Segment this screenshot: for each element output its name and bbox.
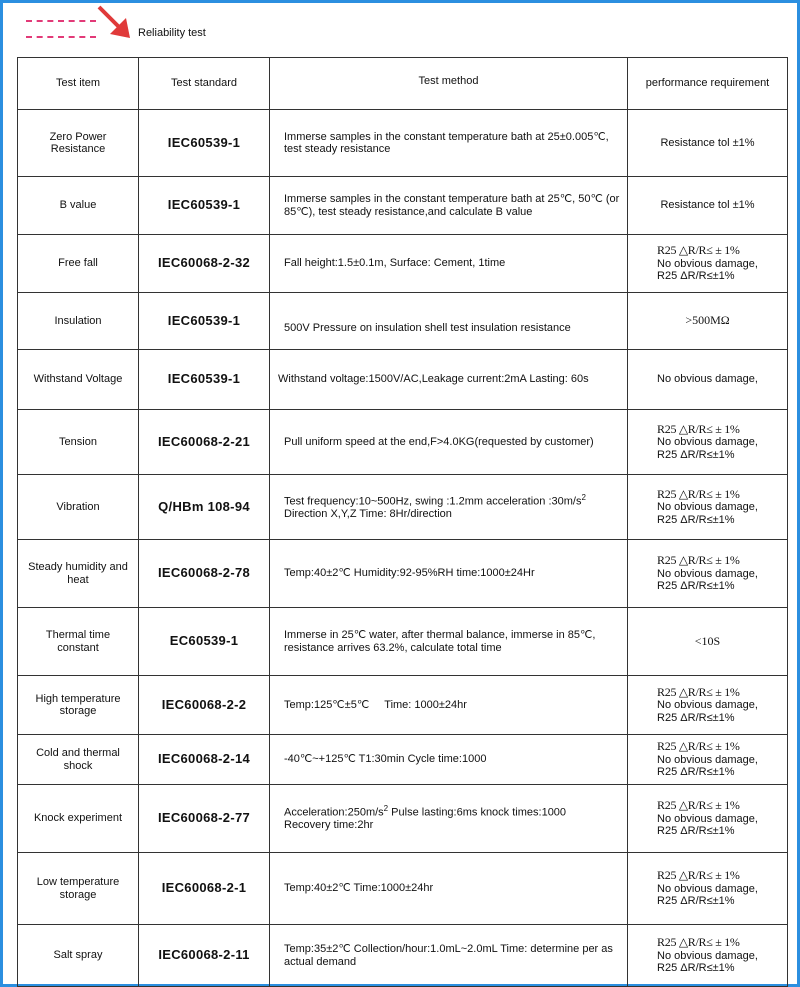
table-row	[18, 110, 788, 177]
perf-line: R25 △R/R≤ ± 1%	[657, 739, 740, 754]
table-row	[18, 410, 788, 475]
performance-requirement	[628, 540, 788, 608]
performance-requirement	[628, 475, 788, 540]
test-item: Zero Power Resistance	[18, 110, 139, 177]
perf-line: R25 ΔR/R≤±1%	[657, 825, 735, 838]
test-item: Withstand Voltage	[18, 350, 139, 410]
performance-requirement: >500MΩ	[628, 293, 788, 350]
method-text: Direction X,Y,Z Time: 8Hr/direction	[284, 507, 452, 520]
perf-line: R25 △R/R≤ ± 1%	[657, 868, 740, 883]
test-method: Withstand voltage:1500V/AC,Leakage current:2mA Lasting: 60s	[270, 350, 628, 410]
perf-line: R25 ΔR/R≤±1%	[657, 580, 735, 593]
test-standard: IEC60068-2-21	[139, 410, 270, 475]
reliability-test-table	[17, 57, 788, 987]
perf-line: No obvious damage,	[657, 257, 758, 270]
superscript: 2	[383, 804, 389, 814]
performance-requirement	[628, 676, 788, 735]
superscript: 2	[581, 492, 586, 502]
test-item: Insulation	[18, 293, 139, 350]
performance-requirement	[628, 785, 788, 853]
test-item: Salt spray	[18, 925, 139, 987]
test-method: Temp:40±2℃ Humidity:92-95%RH time:1000±24Hr	[270, 540, 628, 608]
perf-line: No obvious damage,	[657, 567, 758, 580]
test-item: Thermal time constant	[18, 608, 139, 676]
method-text: Recovery time:2hr	[284, 819, 374, 832]
arrow-icon	[96, 4, 136, 44]
table-row	[18, 853, 788, 925]
test-item: Free fall	[18, 235, 139, 293]
section-header	[0, 0, 800, 50]
table-row	[18, 177, 788, 235]
test-method: Fall height:1.5±0.1m, Surface: Cement, 1time	[270, 235, 628, 293]
test-item: Knock experiment	[18, 785, 139, 853]
test-standard: IEC60068-2-11	[139, 925, 270, 987]
perf-line: R25 △R/R≤ ± 1%	[657, 684, 740, 699]
table-row	[18, 676, 788, 735]
test-method	[270, 785, 628, 853]
performance-requirement: Resistance tol ±1%	[628, 177, 788, 235]
test-item: Low temperature storage	[18, 853, 139, 925]
decorative-dash-line	[26, 36, 96, 38]
perf-line: R25 △R/R≤ ± 1%	[657, 243, 740, 258]
column-header: Test standard	[139, 58, 270, 110]
test-method: Pull uniform speed at the end,F>4.0KG(requested by customer)	[270, 410, 628, 475]
perf-line: R25 ΔR/R≤±1%	[657, 962, 735, 975]
perf-line: No obvious damage,	[657, 812, 758, 825]
test-standard: IEC60539-1	[139, 350, 270, 410]
test-standard: IEC60539-1	[139, 110, 270, 177]
performance-requirement: Resistance tol ±1%	[628, 110, 788, 177]
perf-line: R25 ΔR/R≤±1%	[657, 766, 735, 779]
column-header: Test item	[18, 58, 139, 110]
test-method: Immerse in 25℃ water, after thermal balance, immerse in 85℃, resistance arrives 63.2%, calculate total time	[270, 608, 628, 676]
perf-line: R25 △R/R≤ ± 1%	[657, 421, 740, 436]
perf-line: R25 ΔR/R≤±1%	[657, 513, 735, 526]
perf-line: R25 △R/R≤ ± 1%	[657, 486, 740, 501]
test-standard: IEC60539-1	[139, 293, 270, 350]
table-row	[18, 785, 788, 853]
table-row	[18, 608, 788, 676]
test-method: Temp:125℃±5℃ Time: 1000±24hr	[270, 676, 628, 735]
table-row	[18, 735, 788, 785]
performance-requirement	[628, 410, 788, 475]
perf-line: No obvious damage,	[657, 753, 758, 766]
method-text: Test frequency:10~500Hz, swing :1.2mm acceleration :30m/s	[284, 495, 582, 508]
column-header: Test method	[270, 58, 628, 110]
performance-requirement	[628, 735, 788, 785]
perf-line: R25 △R/R≤ ± 1%	[657, 553, 740, 568]
test-method: 500V Pressure on insulation shell test insulation resistance	[270, 293, 628, 350]
perf-line: R25 ΔR/R≤±1%	[657, 895, 735, 908]
section-title: Reliability test	[138, 27, 206, 39]
test-standard: IEC60068-2-78	[139, 540, 270, 608]
table-row	[18, 350, 788, 410]
test-method	[270, 475, 628, 540]
test-item: Steady humidity and heat	[18, 540, 139, 608]
performance-requirement: <10S	[628, 608, 788, 676]
test-item: Tension	[18, 410, 139, 475]
perf-line: No obvious damage,	[657, 949, 758, 962]
test-method: Temp:35±2℃ Collection/hour:1.0mL~2.0mL Time: determine per as actual demand	[270, 925, 628, 987]
perf-line: No obvious damage,	[657, 699, 758, 712]
table-row	[18, 925, 788, 987]
column-header: performance requirement	[628, 58, 788, 110]
test-item: Vibration	[18, 475, 139, 540]
test-standard: IEC60068-2-77	[139, 785, 270, 853]
perf-line: R25 △R/R≤ ± 1%	[657, 935, 740, 950]
performance-requirement	[628, 853, 788, 925]
test-item: B value	[18, 177, 139, 235]
test-standard: IEC60068-2-1	[139, 853, 270, 925]
table-row	[18, 475, 788, 540]
test-standard: IEC60539-1	[139, 177, 270, 235]
table-row	[18, 235, 788, 293]
table-row	[18, 293, 788, 350]
test-standard: IEC60068-2-32	[139, 235, 270, 293]
test-standard: IEC60068-2-2	[139, 676, 270, 735]
perf-line: No obvious damage,	[657, 436, 758, 449]
performance-requirement	[628, 235, 788, 293]
perf-line: No obvious damage,	[657, 501, 758, 514]
perf-line: No obvious damage,	[657, 882, 758, 895]
test-item: High temperature storage	[18, 676, 139, 735]
perf-line: R25 ΔR/R≤±1%	[657, 711, 735, 724]
perf-line: R25 ΔR/R≤±1%	[657, 270, 735, 283]
method-text: Acceleration:250m/s	[284, 807, 384, 820]
test-method: -40℃~+125℃ T1:30min Cycle time:1000	[270, 735, 628, 785]
perf-line: R25 △R/R≤ ± 1%	[657, 798, 740, 813]
test-method: Temp:40±2℃ Time:1000±24hr	[270, 853, 628, 925]
decorative-dash-line	[26, 20, 96, 22]
performance-requirement: No obvious damage,	[628, 350, 788, 410]
table-header-row	[18, 58, 788, 110]
test-method: Immerse samples in the constant temperature bath at 25±0.005℃, test steady resistance	[270, 110, 628, 177]
test-standard: Q/HBm 108-94	[139, 475, 270, 540]
table-row	[18, 540, 788, 608]
test-standard: EC60539-1	[139, 608, 270, 676]
test-standard: IEC60068-2-14	[139, 735, 270, 785]
test-method: Immerse samples in the constant temperature bath at 25℃, 50℃ (or 85℃), test steady resistance,and calculate B value	[270, 177, 628, 235]
method-text: Pulse lasting:6ms knock times:1000	[388, 807, 567, 820]
perf-line: R25 ΔR/R≤±1%	[657, 448, 735, 461]
performance-requirement	[628, 925, 788, 987]
test-item: Cold and thermal shock	[18, 735, 139, 785]
